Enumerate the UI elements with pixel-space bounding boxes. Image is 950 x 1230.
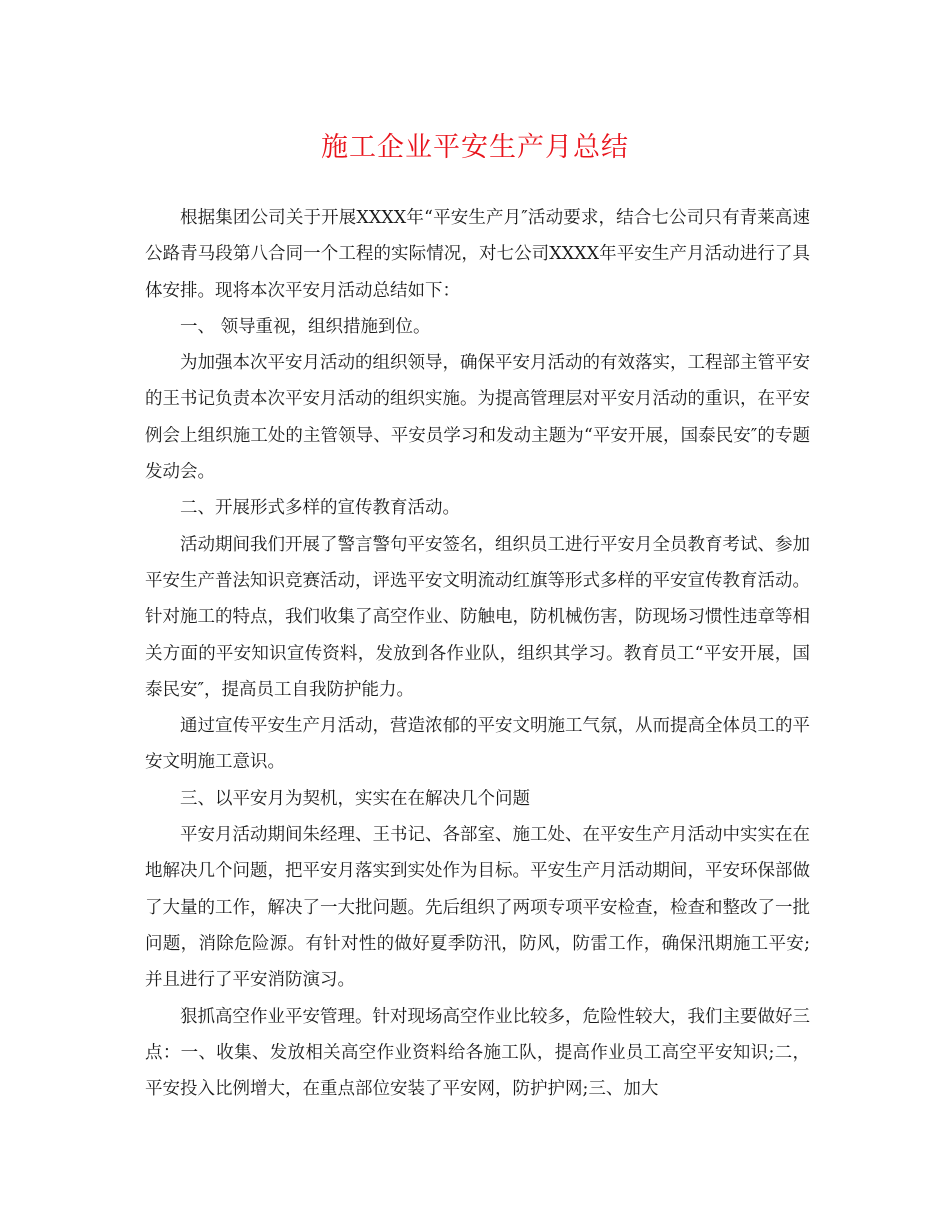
paragraph-education: 活动期间我们开展了警言警句平安签名，组织员工进行平安月全员教育考试、参加平安生产普法知识竞赛活动，评选平安文明流动红旗等形式多样的平安宣传教育活动。针对施工的特点，我们收集了高空作业、防触电，防机械伤害，防现场习惯性违章等相关方面的平安知识宣传资料，发放到各作业队，组织其学习。教育员工“平安开展，国泰民安″，提高员工自我防护能力。 bbox=[145, 534, 810, 700]
document-title: 施工企业平安生产月总结 bbox=[321, 132, 629, 163]
paragraph-intro: 根据集团公司关于开展XXXX年“平安生产月″活动要求，结合七公司只有青莱高速公路青马段第八合同一个工程的实际情况，对七公司XXXX年平安生产月活动进行了具体安排。现将本次平安月活动总结如下： bbox=[145, 208, 810, 301]
paragraph-high-altitude: 狠抓高空作业平安管理。针对现场高空作业比较多，危险性较大，我们主要做好三点：一、收集、发放相关高空作业资料给各施工队，提高作业员工高空平安知识;二，平安投入比例增大，在重点部位安装了平安网，防护护网;三、加大 bbox=[145, 1006, 810, 1100]
section-heading-1: 一、 领导重视，组织措施到位。 bbox=[180, 316, 431, 337]
section-heading-2: 二、开展形式多样的宣传教育活动。 bbox=[180, 498, 460, 519]
paragraph-problems: 平安月活动期间朱经理、王书记、各部室、施工处、在平安生产月活动中实实在在地解决几个问题，把平安月落实到实处作为目标。平安生产月活动期间，平安环保部做了大量的工作，解决了一大批问题。先后组织了两项专项平安检查，检查和整改了一批问题，消除危险源。有针对性的做好夏季防汛，防风，防雷工作，确保汛期施工平安;并且进行了平安消防演习。 bbox=[145, 825, 810, 991]
paragraph-leadership: 为加强本次平安月活动的组织领导，确保平安月活动的有效落实，工程部主管平安的王书记负责本次平安月活动的组织实施。为提高管理层对平安月活动的重识，在平安例会上组织施工处的主管领导、平安员学习和发动主题为“平安开展，国泰民安″的专题发动会。 bbox=[145, 353, 810, 483]
document-body bbox=[145, 200, 810, 1107]
section-heading-3: 三、以平安月为契机，实实在在解决几个问题 bbox=[180, 788, 530, 809]
paragraph-atmosphere: 通过宣传平安生产月活动，营造浓郁的平安文明施工气氛，从而提高全体员工的平安文明施工意识。 bbox=[145, 716, 810, 773]
